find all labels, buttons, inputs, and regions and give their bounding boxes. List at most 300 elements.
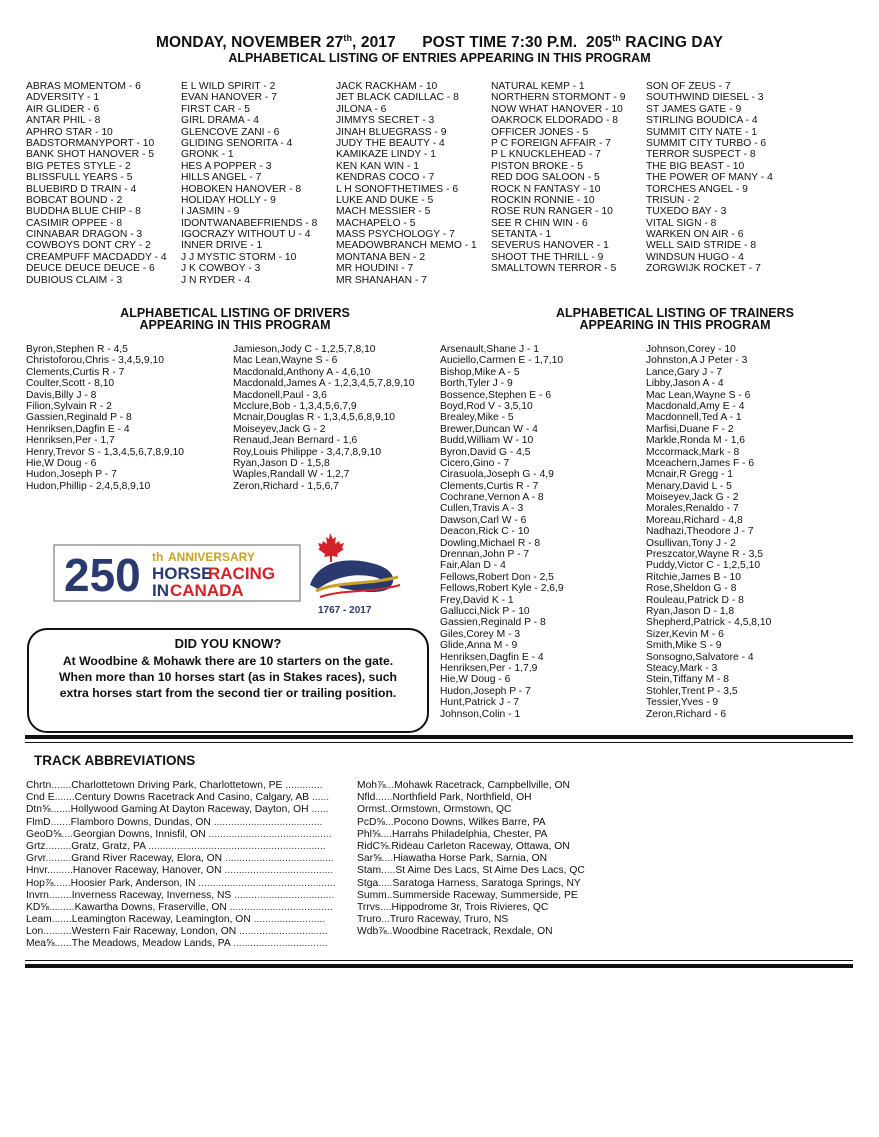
trainer-item: Cirasuola,Joseph G - 4,9 (440, 469, 554, 481)
entry-item: VITAL SIGN - 8 (646, 217, 717, 229)
driver-item: Moiseyev,Jack G - 2 (233, 423, 326, 435)
leader-dots: ........ (48, 889, 72, 901)
track-code: GeoD⅝ (26, 828, 62, 840)
track-abbreviation-row (26, 890, 336, 902)
entries-column-1 (26, 81, 167, 286)
trainer-item: Giles,Corey M - 3 (440, 628, 521, 640)
track-abbreviation-row (357, 878, 585, 890)
logo-horse: HORSE (152, 564, 213, 583)
entry-item: COWBOYS DONT CRY - 2 (26, 240, 151, 252)
track-name: Gratz, Gratz, PA (71, 840, 146, 852)
trainer-item: Cicero,Gino - 7 (440, 457, 510, 469)
logo-in: IN (152, 581, 169, 600)
track-name: Charlottetown Driving Park, Charlottetown, PE (71, 780, 283, 791)
trailing-dots: ......................... (250, 914, 326, 926)
entry-item: J N RYDER - 4 (181, 274, 251, 286)
entry-item: THE POWER OF MANY - 4 (646, 172, 773, 184)
drivers-heading: ALPHABETICAL LISTING OF DRIVERS APPEARING IN THIS PROGRAM (120, 306, 350, 332)
trainer-item: Hunt,Patrick J - 7 (440, 697, 519, 709)
divider-bottom-thick (25, 964, 853, 968)
entry-item: KENDRAS COCO - 7 (336, 172, 435, 184)
track-abbreviation-row (357, 817, 585, 829)
entry-item: EVAN HANOVER - 7 (181, 92, 277, 104)
track-abbreviation-row (357, 853, 585, 865)
leader-dots: ...... (375, 792, 393, 804)
entry-item: ZORGWIJK ROCKET - 7 (646, 263, 761, 275)
did-you-know-heading: DID YOU KNOW? (174, 636, 282, 651)
trainer-item: Gallucci,Nick P - 10 (440, 605, 530, 617)
driver-item: Ryan,Jason D - 1,5,8 (233, 457, 330, 469)
entries-column-3 (336, 81, 477, 286)
track-name: Kawartha Downs, Fraserville, ON (74, 901, 227, 913)
track-abbreviations-right (357, 780, 585, 938)
trainers-column-2 (646, 344, 771, 720)
driver-item: Hie,W Doug - 6 (26, 457, 97, 469)
logo-th: th (152, 550, 164, 564)
track-abbreviation-row (26, 926, 336, 938)
track-abbreviation-row (357, 780, 585, 792)
track-abbreviation-row (26, 853, 336, 865)
entry-item: ROSE RUN RANGER - 10 (491, 206, 613, 218)
track-code: Dtn⅝ (26, 804, 51, 816)
trainer-item: Libby,Jason A - 4 (646, 378, 724, 390)
divider-bottom-thin (25, 960, 853, 961)
track-name: St Aime Des Lacs, St Aime Des Lacs, QC (395, 865, 585, 877)
driver-item: Hudon,Phillip - 2,4,5,8,9,10 (26, 480, 151, 492)
trainer-item: Macdonald,Amy E - 4 (646, 400, 745, 412)
track-name: The Meadows, Meadow Lands, PA (71, 938, 231, 950)
trainer-item: Boyd,Rod V - 3,5,10 (440, 400, 533, 412)
track-abbreviation-row (357, 829, 585, 841)
maple-leaf-icon (318, 533, 344, 562)
track-code: Nfld (357, 792, 376, 804)
track-code: FlmD (26, 816, 51, 828)
trainer-item: Macdonnell,Ted A - 1 (646, 412, 742, 424)
leader-dots: .......... (43, 926, 72, 938)
entry-item: SETANTA - 1 (491, 229, 552, 241)
track-code: Wdb⅞ (357, 926, 387, 938)
trainer-item: Rouleau,Patrick D - 8 (646, 594, 744, 606)
trainer-item: Rose,Sheldon G - 8 (646, 583, 737, 595)
track-name: Georgian Downs, Innisfil, ON (72, 828, 206, 840)
entry-item: HES A POPPER - 3 (181, 160, 272, 172)
trainer-item: Johnston,A J Peter - 3 (646, 355, 748, 367)
trailing-dots: ...................................... (221, 865, 334, 877)
driver-item: Byron,Stephen R - 4,5 (26, 344, 128, 355)
trailing-dots: ............................... (236, 926, 328, 938)
driver-item: Hudon,Joseph P - 7 (26, 469, 117, 481)
leader-dots: ....... (50, 804, 71, 816)
entry-item: MACH MESSIER - 5 (336, 206, 431, 218)
trainer-item: Ryan,Jason D - 1,8 (646, 605, 735, 617)
entry-item: IGOCRAZY WITHOUT U - 4 (181, 229, 311, 241)
track-abbreviation-row (26, 817, 336, 829)
trailing-dots: .............................................................. (145, 840, 326, 852)
entry-item: ANTAR PHIL - 8 (26, 115, 101, 127)
entry-item: JILONA - 6 (336, 103, 387, 115)
entry-item: PISTON BROKE - 5 (491, 160, 583, 172)
entry-item: NATURAL KEMP - 1 (491, 81, 585, 92)
entry-item: BANK SHOT HANOVER - 5 (26, 149, 154, 161)
entry-item: CREAMPUFF MACDADDY - 4 (26, 251, 167, 263)
entry-item: FIRST CAR - 5 (181, 103, 251, 115)
entry-item: THE BIG BEAST - 10 (646, 160, 745, 172)
leader-dots: ...... (54, 938, 72, 950)
entry-item: APHRO STAR - 10 (26, 126, 113, 138)
track-name: Century Downs Racetrack And Casino, Calgary, AB (74, 792, 310, 804)
trainer-item: Osullivan,Tony J - 2 (646, 537, 736, 549)
trainer-item: Johnson,Colin - 1 (440, 708, 521, 720)
track-abbreviation-row (357, 914, 585, 926)
track-code: Stga (357, 877, 379, 889)
leader-dots: ...... (53, 877, 71, 889)
trainer-item: Morales,Renaldo - 7 (646, 503, 739, 515)
entry-item: HILLS ANGEL - 7 (181, 172, 262, 184)
track-name: Mohawk Racetrack, Campbellville, ON (394, 780, 570, 791)
driver-item: Henry,Trevor S - 1,3,4,5,6,7,8,9,10 (26, 446, 184, 458)
trainer-item: Bishop,Mike A - 5 (440, 366, 520, 378)
trainer-item: Nadhazi,Theodore J - 7 (646, 526, 754, 538)
entry-item: NOW WHAT HANOVER - 10 (491, 103, 623, 115)
leader-dots: ......... (45, 840, 72, 852)
entries-column-5 (646, 81, 773, 275)
trainer-item: Shepherd,Patrick - 4,5,8,10 (646, 617, 772, 629)
entry-item: TUXEDO BAY - 3 (646, 206, 727, 218)
trainer-item: Stein,Tiffany M - 8 (646, 674, 729, 686)
track-name: Hippodrome 3r, Trois Rivieres, QC (391, 901, 549, 913)
entry-item: L H SONOFTHETIMES - 6 (336, 183, 459, 195)
trainer-item: Mceachern,James F - 6 (646, 457, 755, 469)
trainer-item: Mac Lean,Wayne S - 6 (646, 389, 751, 401)
logo-racing: RACING (208, 564, 276, 583)
driver-item: Christoforou,Chris - 3,4,5,9,10 (26, 355, 164, 367)
driver-item: Davis,Billy J - 8 (26, 389, 97, 401)
driver-item: Mcclure,Bob - 1,3,4,5,6,7,9 (233, 400, 357, 412)
entry-item: MONTANA BEN - 2 (336, 251, 426, 263)
entry-item: BLISSFULL YEARS - 5 (26, 172, 133, 184)
driver-item: Zeron,Richard - 1,5,6,7 (233, 480, 339, 492)
did-you-know-line: When more than 10 horses start (as in Stakes races), such (59, 670, 397, 684)
entry-item: JUDY THE BEAUTY - 4 (336, 137, 445, 149)
entry-item: TRISUN - 2 (646, 194, 700, 206)
track-code: Stam (357, 865, 382, 877)
trainer-item: Steacy,Mark - 3 (646, 662, 718, 674)
track-code: Summ (357, 889, 387, 901)
trainer-item: Byron,David G - 4,5 (440, 446, 531, 458)
driver-item: Gassien,Reginald P - 8 (26, 412, 132, 424)
track-name: Hollywood Gaming At Dayton Raceway, Dayton, OH (70, 804, 309, 816)
trainer-item: Clements,Curtis R - 7 (440, 480, 539, 492)
entry-item: JET BLACK CADILLAC - 8 (336, 92, 459, 104)
entry-item: DEUCE DEUCE DEUCE - 6 (26, 263, 155, 275)
track-name: Western Fair Raceway, London, ON (71, 926, 237, 938)
track-abbreviation-row (26, 865, 336, 877)
leader-dots: .... (380, 901, 392, 913)
leader-dots: ....... (54, 792, 75, 804)
entry-item: ABRAS MOMENTOM - 6 (26, 81, 141, 92)
entry-item: SOUTHWIND DIESEL - 3 (646, 92, 764, 104)
driver-item: Renaud,Jean Bernard - 1,6 (233, 435, 358, 447)
page-title: MONDAY, NOVEMBER 27th, 2017 POST TIME 7:30 P.M. 205th RACING DAY (155, 33, 724, 52)
track-abbreviation-row (26, 829, 336, 841)
track-code: Ormst (357, 804, 386, 816)
leader-dots: ... (385, 780, 395, 791)
track-abbreviation-row (26, 804, 336, 816)
track-abbreviation-row (357, 841, 585, 853)
track-name: Summerside Raceway, Summerside, PE (392, 889, 578, 901)
track-name: Truro Raceway, Truro, NS (389, 914, 509, 926)
entry-item: BADSTORMANYPORT - 10 (26, 137, 155, 149)
driver-item: Coulter,Scott - 8,10 (26, 378, 115, 390)
leader-dots: .. (385, 804, 391, 816)
entry-item: SEVERUS HANOVER - 1 (491, 240, 609, 252)
trainer-item: Hie,W Doug - 6 (440, 674, 511, 686)
entry-item: CINNABAR DRAGON - 3 (26, 229, 143, 241)
track-name: Saratoga Harness, Saratoga Springs, NY (392, 877, 581, 889)
logo-years: 1767 - 2017 (318, 605, 372, 616)
trainer-item: Marfisi,Duane F - 2 (646, 423, 734, 435)
track-abbreviation-row (26, 938, 336, 950)
track-abbreviations-heading: TRACK ABBREVIATIONS (34, 753, 196, 768)
driver-item: Macdonald,James A - 1,2,3,4,5,7,8,9,10 (233, 378, 415, 390)
logo-number: 250 (64, 549, 141, 601)
track-abbreviation-row (357, 865, 585, 877)
driver-item: Macdonell,Paul - 3,6 (233, 389, 327, 401)
track-abbreviation-row (357, 926, 585, 938)
leader-dots: ... (385, 816, 394, 828)
track-abbreviation-row (26, 878, 336, 890)
track-abbreviation-row (357, 792, 585, 804)
trainer-item: Fair,Alan D - 4 (440, 560, 506, 572)
entry-item: OFFICER JONES - 5 (491, 126, 589, 138)
entry-item: J K COWBOY - 3 (181, 263, 261, 275)
trailing-dots: ........................................... (205, 828, 332, 840)
entry-item: CASIMIR OPPEE - 8 (26, 217, 123, 229)
track-code: Grtz (26, 840, 46, 852)
leader-dots: ....... (50, 816, 71, 828)
track-code: PcD⅝ (357, 816, 386, 828)
entry-item: ROCK N FANTASY - 10 (491, 183, 601, 195)
logo-canada: CANADA (170, 581, 244, 600)
track-name: Leamington Raceway, Leamington, ON (71, 914, 251, 926)
trainers-heading: ALPHABETICAL LISTING OF TRAINERS APPEARING IN THIS PROGRAM (556, 306, 794, 332)
driver-item: Filion,Sylvain R - 2 (26, 400, 112, 412)
entry-item: GIRL DRAMA - 4 (181, 115, 260, 127)
entry-item: ROCKIN RONNIE - 10 (491, 194, 595, 206)
entry-item: BIG PETES STYLE - 2 (26, 160, 131, 172)
track-name: Pocono Downs, Wilkes Barre, PA (393, 816, 546, 828)
entry-item: JACK RACKHAM - 10 (336, 81, 438, 92)
trainer-item: Fellows,Robert Kyle - 2,6,9 (440, 583, 564, 595)
track-abbreviation-row (26, 841, 336, 853)
leader-dots: ..... (378, 877, 393, 889)
entry-item: P C FOREIGN AFFAIR - 7 (491, 137, 611, 149)
trainer-item: Glide,Anna M - 9 (440, 640, 518, 652)
trainer-item: Hudon,Joseph P - 7 (440, 685, 531, 697)
trainer-item: Puddy,Victor C - 1,2,5,10 (646, 560, 761, 572)
did-you-know-line: At Woodbine & Mohawk there are 10 starters on the gate. (62, 654, 394, 668)
track-name: Flamboro Downs, Dundas, ON (70, 816, 211, 828)
trainers-column-1 (440, 344, 564, 720)
leader-dots: .... (380, 828, 392, 840)
track-abbreviation-row (357, 902, 585, 914)
leader-dots: ......... (47, 865, 73, 877)
trainer-item: Mcnair,R Gregg - 1 (646, 469, 733, 481)
track-code: Truro (357, 914, 382, 926)
entry-item: BOBCAT BOUND - 2 (26, 194, 123, 206)
driver-item: Mcnair,Douglas R - 1,3,4,5,6,8,9,10 (233, 412, 395, 424)
track-abbreviation-row (26, 902, 336, 914)
entry-item: GLIDING SENORITA - 4 (181, 137, 293, 149)
divider-top-thick (25, 735, 853, 739)
track-abbreviation-row (26, 914, 336, 926)
trailing-dots: ...... (308, 804, 329, 816)
track-code: Trrvs (357, 901, 381, 913)
entry-item: KEN KAN WIN - 1 (336, 160, 419, 172)
track-name: Hanover Raceway, Hanover, ON (72, 865, 222, 877)
track-code: Phl⅝ (357, 828, 381, 840)
entry-item: SUMMIT CITY NATE - 1 (646, 126, 757, 138)
track-abbreviation-row (26, 792, 336, 804)
track-code: Chrtn (26, 780, 52, 791)
trainer-item: Lance,Gary J - 7 (646, 366, 723, 378)
trailing-dots: .................................... (226, 901, 333, 913)
trainer-item: Deacon,Rick C - 10 (440, 526, 530, 538)
entry-item: SUMMIT CITY TURBO - 6 (646, 137, 767, 149)
leader-dots: . (388, 840, 392, 852)
trainer-item: Sonsogno,Salvatore - 4 (646, 651, 754, 663)
trainer-item: Frey,David K - 1 (440, 594, 514, 606)
entry-item: J J MYSTIC STORM - 10 (181, 251, 297, 263)
trainer-item: Stohler,Trent P - 3,5 (646, 685, 738, 697)
leader-dots: ... (381, 914, 390, 926)
track-name: Ormstown, Ormstown, QC (390, 804, 512, 816)
track-code: Lon (26, 926, 44, 938)
track-abbreviations-left (26, 780, 336, 951)
entry-item: KAMIKAZE LINDY - 1 (336, 149, 436, 161)
trainer-item: Dawson,Carl W - 6 (440, 514, 527, 526)
track-name: Inverness Raceway, Inverness, NS (71, 889, 232, 901)
entry-item: P L KNUCKLEHEAD - 7 (491, 149, 601, 161)
trailing-dots: ............. (282, 780, 323, 791)
trainer-item: Gassien,Reginald P - 8 (440, 617, 546, 629)
trainer-item: Zeron,Richard - 6 (646, 708, 727, 720)
trainer-item: Brewer,Duncan W - 4 (440, 423, 538, 435)
entry-item: MASS PSYCHOLOGY - 7 (336, 229, 455, 241)
trainer-item: Drennan,John P - 7 (440, 549, 530, 561)
track-name: Grand River Raceway, Elora, ON (71, 853, 223, 865)
trainer-item: Markle,Ronda M - 1,6 (646, 435, 746, 447)
trainer-item: Budd,William W - 10 (440, 435, 534, 447)
entry-item: ST JAMES GATE - 9 (646, 103, 742, 115)
leader-dots: .... (381, 853, 394, 865)
track-code: Cnd E (26, 792, 55, 804)
trainer-item: Dowling,Michael R - 8 (440, 537, 541, 549)
trainer-item: Moiseyev,Jack G - 2 (646, 492, 739, 504)
trainer-item: Bossence,Stephen E - 6 (440, 389, 552, 401)
driver-item: Waples,Randall W - 1,2,7 (233, 469, 350, 481)
trainer-item: Ritchie,James B - 10 (646, 571, 741, 583)
entry-item: GLENCOVE ZANI - 6 (181, 126, 280, 138)
leader-dots: ....... (51, 914, 72, 926)
leader-dots: ......... (48, 901, 75, 913)
entry-item: MR SHANAHAN - 7 (336, 274, 427, 286)
track-abbreviation-row (357, 890, 585, 902)
track-code: KD⅝ (26, 901, 49, 913)
trainer-item: Tessier,Yves - 9 (646, 697, 719, 709)
logo-anniversary: ANNIVERSARY (168, 550, 255, 564)
track-code: Hnvr (26, 865, 48, 877)
driver-item: Clements,Curtis R - 7 (26, 366, 125, 378)
track-code: Leam (26, 914, 52, 926)
entries-column-2 (181, 81, 317, 286)
trainer-item: Cochrane,Vernon A - 8 (440, 492, 544, 504)
trainer-item: Henriksen,Dagfin E - 4 (440, 651, 544, 663)
entry-item: WINDSUN HUGO - 4 (646, 251, 744, 263)
driver-item: Henriksen,Per - 1,7 (26, 435, 115, 447)
entry-item: HOLIDAY HOLLY - 9 (181, 194, 276, 206)
trailing-dots: ...................................... (222, 853, 334, 865)
trainer-item: Moreau,Richard - 4,8 (646, 514, 743, 526)
entry-item: TORCHES ANGEL - 9 (646, 183, 748, 195)
track-code: Moh⅞ (357, 780, 386, 791)
entry-item: AIR GLIDER - 6 (26, 103, 100, 115)
entry-item: SON OF ZEUS - 7 (646, 81, 731, 92)
divider-top-thin (25, 742, 853, 743)
drivers-column-2 (233, 344, 414, 492)
trainer-item: Preszcator,Wayne R - 3,5 (646, 549, 763, 561)
anniversary-logo (48, 525, 428, 617)
driver-item: Roy,Louis Philippe - 3,4,7,8,9,10 (233, 446, 382, 458)
entry-item: GRONK - 1 (181, 149, 234, 161)
entry-item: LUKE AND DUKE - 5 (336, 194, 434, 206)
driver-item: Jamieson,Jody C - 1,2,5,7,8,10 (233, 344, 376, 355)
trainer-item: Mccormack,Mark - 8 (646, 446, 740, 458)
entry-item: I JASMIN - 9 (181, 206, 240, 218)
leader-dots: .... (61, 828, 73, 840)
trainer-item: Smith,Mike S - 9 (646, 640, 722, 652)
driver-item: Henriksen,Dagfin E - 4 (26, 423, 130, 435)
driver-item: Mac Lean,Wayne S - 6 (233, 355, 338, 367)
entry-item: BLUEBIRD D TRAIN - 4 (26, 183, 137, 195)
entry-item: OAKROCK ELDORADO - 8 (491, 115, 619, 127)
entry-item: MR HOUDINI - 7 (336, 263, 414, 275)
entry-item: JIMMYS SECRET - 3 (336, 115, 435, 127)
trainer-item: Sizer,Kevin M - 6 (646, 628, 724, 640)
entry-item: IDONTWANABEFRIENDS - 8 (181, 217, 318, 229)
track-code: Sar⅝ (357, 853, 382, 865)
entry-item: BUDDHA BLUE CHIP - 8 (26, 206, 141, 218)
trainer-item: Menary,David L - 5 (646, 480, 732, 492)
track-abbreviation-row (26, 780, 336, 792)
trailing-dots: ...... (309, 792, 330, 804)
track-abbreviation-row (357, 804, 585, 816)
leader-dots: .. (386, 889, 393, 901)
entry-item: E L WILD SPIRIT - 2 (181, 81, 276, 92)
entry-item: RED DOG SALOON - 5 (491, 172, 600, 184)
trainer-item: Fellows,Robert Don - 2,5 (440, 571, 554, 583)
entry-item: INNER DRIVE - 1 (181, 240, 263, 252)
trainer-item: Henriksen,Per - 1,7,9 (440, 662, 538, 674)
did-you-know-line: extra horses start from the second tier or trailing position. (59, 686, 397, 700)
entries-column-4 (491, 81, 625, 275)
trailing-dots: ................................. (230, 938, 328, 950)
drivers-column-1 (26, 344, 184, 492)
track-name: Hoosier Park, Anderson, IN (70, 877, 196, 889)
track-code: Mea⅝ (26, 938, 55, 950)
trainer-item: Brealey,Mike - 5 (440, 412, 514, 424)
track-name: Rideau Carleton Raceway, Ottawa, ON (391, 840, 570, 852)
